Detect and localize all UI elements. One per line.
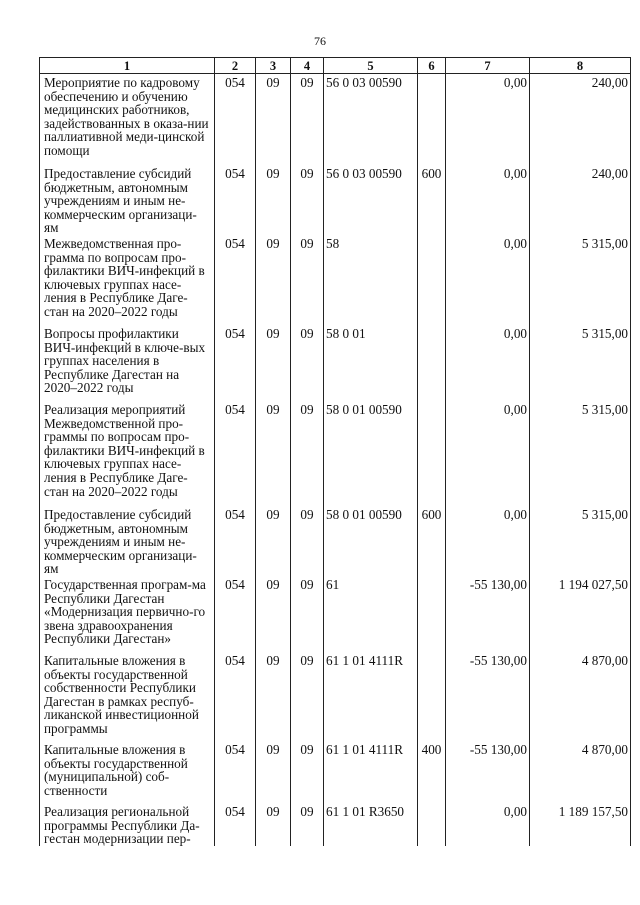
- column-header: 7: [446, 58, 530, 74]
- total-amount-cell: 4 870,00: [530, 741, 631, 803]
- section-cell: 09: [256, 74, 291, 166]
- expense-name-cell: Вопросы профилактики ВИЧ-инфекций в ключе-вых группах населения в Республике Дагестан на 2020–2022 годы: [40, 325, 215, 401]
- expense-type-cell: [418, 803, 446, 846]
- target-article-cell: 61 1 01 4111R: [324, 652, 418, 741]
- total-amount-cell: 1 189 157,50: [530, 803, 631, 846]
- target-article-cell: 58 0 01: [324, 325, 418, 401]
- grbs-cell: 054: [215, 741, 256, 803]
- expense-name-cell: Предоставление субсидий бюджетным, автономным учреждениям и иным не-коммерческим организаци-ям: [40, 165, 215, 235]
- subsection-cell: 09: [291, 652, 324, 741]
- total-amount-cell: 240,00: [530, 165, 631, 235]
- section-cell: 09: [256, 235, 291, 325]
- change-amount-cell: 0,00: [446, 74, 530, 166]
- target-article-cell: 58 0 01 00590: [324, 401, 418, 506]
- expense-name-cell: Реализация мероприятий Межведомственной про-граммы по вопросам про-филактики ВИЧ-инфекций в ключевых группах насе-ления в Республике Даге-стан на 2020–2022 годы: [40, 401, 215, 506]
- total-amount-cell: 4 870,00: [530, 652, 631, 741]
- total-amount-cell: 1 194 027,50: [530, 576, 631, 652]
- target-article-cell: 56 0 03 00590: [324, 74, 418, 166]
- change-amount-cell: -55 130,00: [446, 652, 530, 741]
- total-amount-cell: 5 315,00: [530, 506, 631, 576]
- column-header: 8: [530, 58, 631, 74]
- grbs-cell: 054: [215, 165, 256, 235]
- table-row: [40, 165, 631, 235]
- subsection-cell: 09: [291, 74, 324, 166]
- table-row: [40, 506, 631, 576]
- target-article-cell: 61 1 01 R3650: [324, 803, 418, 846]
- column-header: 5: [324, 58, 418, 74]
- total-amount-cell: 5 315,00: [530, 325, 631, 401]
- subsection-cell: 09: [291, 803, 324, 846]
- total-amount-cell: 240,00: [530, 74, 631, 166]
- subsection-cell: 09: [291, 576, 324, 652]
- change-amount-cell: 0,00: [446, 235, 530, 325]
- table-row: [40, 576, 631, 652]
- total-amount-cell: 5 315,00: [530, 235, 631, 325]
- table-row: [40, 74, 631, 166]
- expense-name-cell: Капитальные вложения в объекты государственной (муниципальной) соб-ственности: [40, 741, 215, 803]
- change-amount-cell: -55 130,00: [446, 741, 530, 803]
- section-cell: 09: [256, 401, 291, 506]
- expense-type-cell: 600: [418, 506, 446, 576]
- change-amount-cell: 0,00: [446, 325, 530, 401]
- section-cell: 09: [256, 652, 291, 741]
- column-header: 4: [291, 58, 324, 74]
- grbs-cell: 054: [215, 803, 256, 846]
- grbs-cell: 054: [215, 506, 256, 576]
- column-header: 6: [418, 58, 446, 74]
- expense-type-cell: [418, 401, 446, 506]
- change-amount-cell: 0,00: [446, 803, 530, 846]
- expense-type-cell: [418, 74, 446, 166]
- expense-name-cell: Государственная програм-ма Республики Дагестан «Модернизация первично-го звена здравоохранения Республики Дагестан»: [40, 576, 215, 652]
- grbs-cell: 054: [215, 401, 256, 506]
- expense-type-cell: [418, 235, 446, 325]
- expense-name-cell: Межведомственная про-грамма по вопросам про-филактики ВИЧ-инфекций в ключевых группах насе-ления в Республике Даге-стан на 2020–2022 годы: [40, 235, 215, 325]
- target-article-cell: 61 1 01 4111R: [324, 741, 418, 803]
- expense-type-cell: [418, 576, 446, 652]
- section-cell: 09: [256, 506, 291, 576]
- change-amount-cell: -55 130,00: [446, 576, 530, 652]
- subsection-cell: 09: [291, 401, 324, 506]
- change-amount-cell: 0,00: [446, 165, 530, 235]
- table-row: [40, 741, 631, 803]
- table-header-row: [40, 58, 631, 74]
- column-header: 3: [256, 58, 291, 74]
- section-cell: 09: [256, 325, 291, 401]
- grbs-cell: 054: [215, 576, 256, 652]
- change-amount-cell: 0,00: [446, 506, 530, 576]
- subsection-cell: 09: [291, 235, 324, 325]
- table-row: [40, 325, 631, 401]
- grbs-cell: 054: [215, 325, 256, 401]
- expense-name-cell: Капитальные вложения в объекты государственной собственности Республики Дагестан в рамках респуб-ликанской инвестиционной программы: [40, 652, 215, 741]
- total-amount-cell: 5 315,00: [530, 401, 631, 506]
- expense-name-cell: Предоставление субсидий бюджетным, автономным учреждениям и иным не-коммерческим организаци-ям: [40, 506, 215, 576]
- section-cell: 09: [256, 165, 291, 235]
- target-article-cell: 58 0 01 00590: [324, 506, 418, 576]
- subsection-cell: 09: [291, 506, 324, 576]
- table-row: [40, 235, 631, 325]
- section-cell: 09: [256, 576, 291, 652]
- grbs-cell: 054: [215, 652, 256, 741]
- section-cell: 09: [256, 741, 291, 803]
- page-number: 76: [314, 34, 326, 48]
- grbs-cell: 054: [215, 235, 256, 325]
- section-cell: 09: [256, 803, 291, 846]
- grbs-cell: 054: [215, 74, 256, 166]
- target-article-cell: 61: [324, 576, 418, 652]
- expense-name-cell: Реализация региональной программы Республики Да-гестан модернизации пер-: [40, 803, 215, 846]
- change-amount-cell: 0,00: [446, 401, 530, 506]
- budget-table: [39, 57, 631, 846]
- expense-name-cell: Мероприятие по кадровому обеспечению и обучению медицинских работников, задействованных в оказа-нии паллиативной меди-цинской помощи: [40, 74, 215, 166]
- subsection-cell: 09: [291, 165, 324, 235]
- subsection-cell: 09: [291, 325, 324, 401]
- expense-type-cell: [418, 325, 446, 401]
- subsection-cell: 09: [291, 741, 324, 803]
- table-row: [40, 803, 631, 846]
- expense-type-cell: 600: [418, 165, 446, 235]
- target-article-cell: 58: [324, 235, 418, 325]
- expense-type-cell: [418, 652, 446, 741]
- target-article-cell: 56 0 03 00590: [324, 165, 418, 235]
- table-row: [40, 652, 631, 741]
- table-row: [40, 401, 631, 506]
- column-header: 1: [40, 58, 215, 74]
- expense-type-cell: 400: [418, 741, 446, 803]
- column-header: 2: [215, 58, 256, 74]
